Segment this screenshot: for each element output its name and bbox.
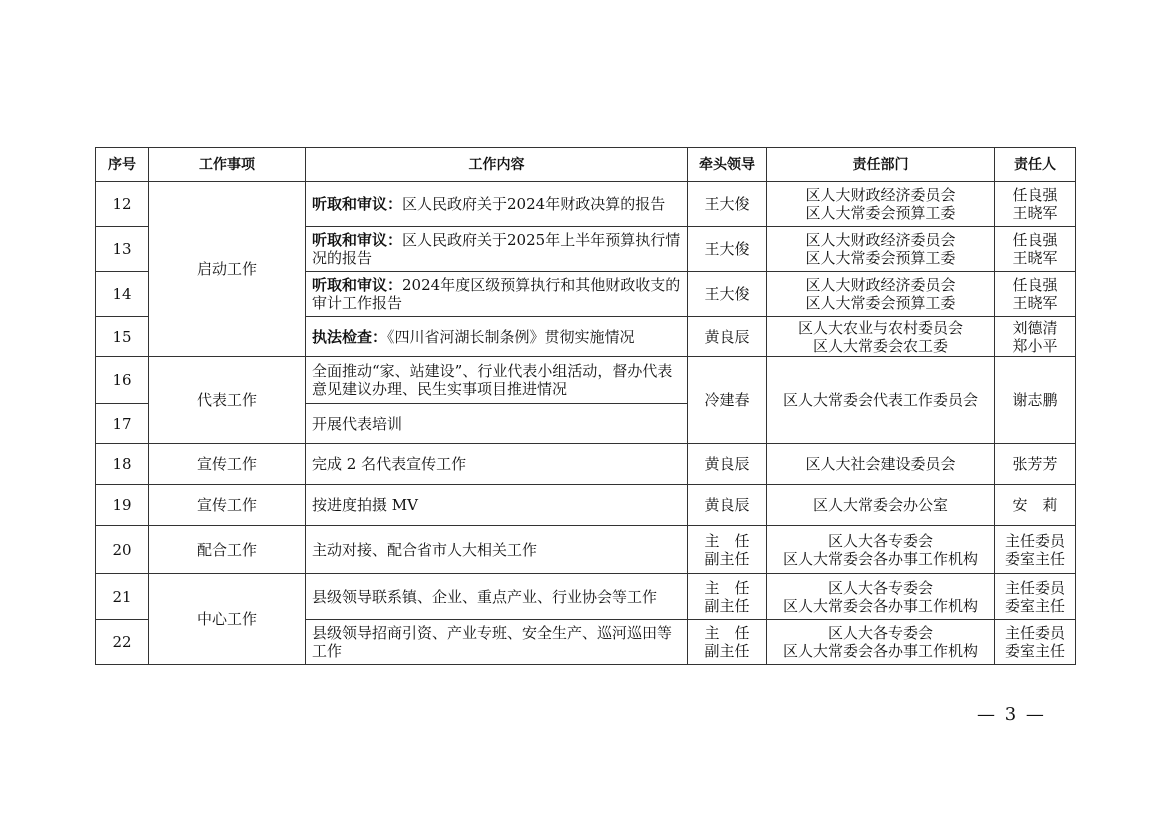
content-keyword: 执法检查： [312,327,388,346]
header-person: 责任人 [995,148,1076,182]
dept-line: 区人大常委会各办事工作机构 [782,549,978,568]
content-text: 区人民政府关于2024年财政决算的报告 [402,195,666,213]
row-person [995,444,1076,485]
person-line: 委室主任 [1004,549,1065,568]
person-line: 刘德清 [1012,318,1058,337]
row-person [995,357,1076,444]
row-number: 12 [96,182,149,227]
dept-line: 区人大各专委会 [827,531,933,550]
table-header-row [96,148,1076,182]
dept-line: 区人大农业与农村委员会 [797,318,963,337]
row-person [995,182,1076,227]
row-content [306,272,688,317]
row-leader: 黄良辰 [688,485,767,526]
leader-line: 副主任 [704,642,750,660]
row-content: 完成 2 名代表宣传工作 [306,444,688,485]
row-item: 宣传工作 [149,485,306,526]
row-person [995,574,1076,620]
person-line: 主任委员 [1004,624,1065,642]
row-number: 14 [96,272,149,317]
row-item: 宣传工作 [149,444,306,485]
leader-line: 副主任 [704,549,750,568]
row-number: 17 [96,404,149,444]
table-row [96,444,1076,485]
row-content: 县级领导招商引资、产业专班、安全生产、巡河巡田等工作 [306,620,688,665]
row-leader: 黄良辰 [688,317,767,357]
dept-line: 区人大财政经济委员会 [805,231,956,249]
table-row [96,357,1076,404]
person-line: 王晓军 [1012,249,1058,267]
row-number: 22 [96,620,149,665]
row-leader [688,620,767,665]
content-text: 2024年度区级预算执行和其他财政收支的审计工作报告 [312,276,681,312]
person-line: 任良强 [1012,186,1058,204]
row-dept [767,485,995,526]
content-keyword: 听取和审议： [312,276,403,294]
row-number: 13 [96,227,149,272]
row-person [995,272,1076,317]
row-leader: 王大俊 [688,272,767,317]
dept-line: 区人大常委会各办事工作机构 [782,642,978,660]
person-line: 郑小平 [1012,336,1058,355]
table-row [96,485,1076,526]
row-number: 21 [96,574,149,620]
person-line: 张芳芳 [1012,455,1058,473]
row-dept [767,526,995,574]
person-line: 任良强 [1012,276,1058,294]
row-leader [688,574,767,620]
dept-line: 区人大常委会各办事工作机构 [782,596,978,615]
row-leader: 王大俊 [688,182,767,227]
dept-line: 区人大财政经济委员会 [805,276,956,294]
row-content: 开展代表培训 [306,404,688,444]
leader-line: 主 任 [704,578,750,597]
header-leader: 牵头领导 [688,148,767,182]
row-person [995,526,1076,574]
row-dept [767,317,995,357]
row-leader [688,526,767,574]
person-line: 主任委员 [1004,531,1065,550]
person-line: 安 莉 [1012,496,1058,514]
group-center: 中心工作 [149,574,306,665]
table-row [96,182,1076,227]
row-leader: 冷建春 [688,357,767,444]
content-keyword: 听取和审议： [312,195,403,213]
row-dept [767,272,995,317]
leader-line: 主 任 [704,624,750,642]
row-leader: 黄良辰 [688,444,767,485]
leader-line: 主 任 [704,531,750,550]
dept-line: 区人大常委会预算工委 [805,204,956,222]
content-keyword: 听取和审议： [312,231,403,249]
group-rep: 代表工作 [149,357,306,444]
row-person [995,317,1076,357]
row-number: 19 [96,485,149,526]
dept-line: 区人大社会建设委员会 [805,455,956,473]
row-content [306,182,688,227]
row-dept [767,620,995,665]
content-text: 《四川省河湖长制条例》贯彻实施情况 [387,327,635,346]
dept-line: 区人大常委会办公室 [812,496,948,514]
row-number: 18 [96,444,149,485]
content-text: 区人民政府关于2025年上半年预算执行情况的报告 [312,231,681,267]
header-dept: 责任部门 [767,148,995,182]
person-line: 王晓军 [1012,204,1058,222]
row-content: 主动对接、配合省市人大相关工作 [306,526,688,574]
row-person [995,620,1076,665]
row-dept [767,574,995,620]
header-item: 工作事项 [149,148,306,182]
header-content: 工作内容 [306,148,688,182]
row-number: 15 [96,317,149,357]
row-content [306,317,688,357]
person-line: 委室主任 [1004,642,1065,660]
dept-line: 区人大常委会预算工委 [805,294,956,312]
row-leader: 王大俊 [688,227,767,272]
dept-line: 区人大常委会农工委 [812,336,948,355]
row-dept [767,357,995,444]
work-plan-table [95,147,1076,665]
table-row [96,526,1076,574]
row-number: 20 [96,526,149,574]
row-dept [767,182,995,227]
row-person [995,485,1076,526]
row-content: 全面推动“家、站建设”、行业代表小组活动，督办代表意见建议办理、民生实事项目推进情况 [306,357,688,404]
row-content: 按进度拍摄 MV [306,485,688,526]
person-line: 王晓军 [1012,294,1058,312]
dept-line: 区人大财政经济委员会 [805,186,956,204]
leader-line: 副主任 [704,596,750,615]
dept-line: 区人大各专委会 [827,624,933,642]
header-no: 序号 [96,148,149,182]
row-dept [767,227,995,272]
page-number: — 3 — [977,704,1046,725]
person-line: 谢志鹏 [1012,391,1058,409]
row-dept [767,444,995,485]
person-line: 委室主任 [1004,596,1065,615]
row-person [995,227,1076,272]
row-content [306,227,688,272]
row-item: 配合工作 [149,526,306,574]
person-line: 任良强 [1012,231,1058,249]
dept-line: 区人大常委会代表工作委员会 [782,391,978,409]
row-content: 县级领导联系镇、企业、重点产业、行业协会等工作 [306,574,688,620]
dept-line: 区人大常委会预算工委 [805,249,956,267]
group-start: 启动工作 [149,182,306,357]
row-number: 16 [96,357,149,404]
table-row [96,574,1076,620]
dept-line: 区人大各专委会 [827,578,933,597]
person-line: 主任委员 [1004,578,1065,597]
